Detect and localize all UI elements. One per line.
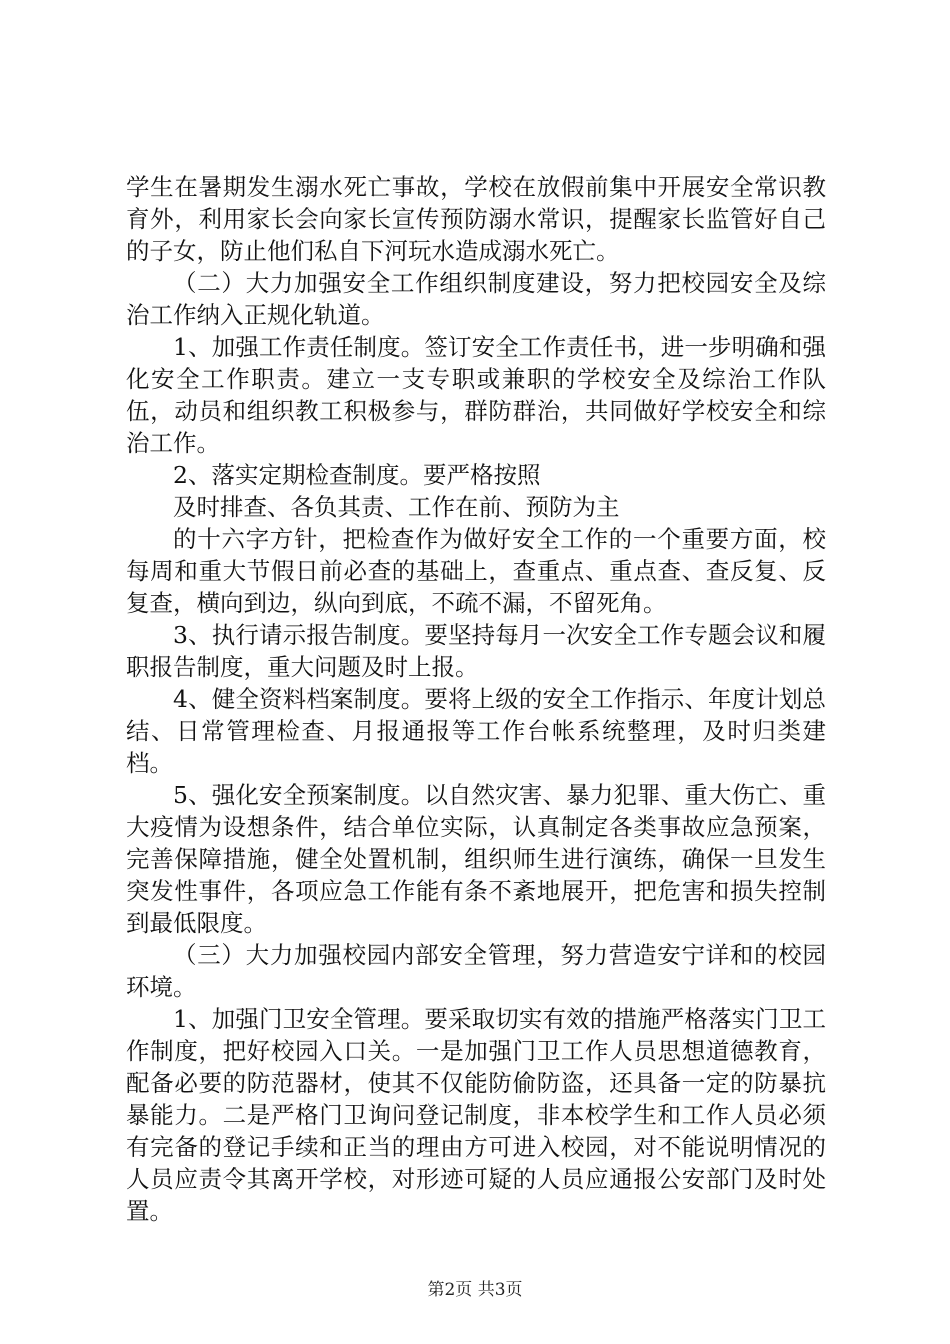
paragraph-inspection-details: 的十六字方针，把检查作为做好安全工作的一个重要方面，校每周和重大节假日前必查的基础上，查重点、重点查、查反复、反复查，横向到边，纵向到底，不疏不漏，不留死角。	[126, 525, 826, 617]
paragraph-inspection-system: 2、落实定期检查制度。要严格按照	[173, 461, 541, 489]
paragraph-emergency-plan: 5、强化安全预案制度。以自然灾害、暴力犯罪、重大伤亡、重大疫情为设想条件，结合单位实际，认真制定各类事故应急预案，完善保障措施，健全处置机制，组织师生进行演练，确保一旦发生突发性事件，各项应急工作能有条不紊地展开，把危害和损失控制到最低限度。	[126, 781, 826, 937]
section-heading-2: （二）大力加强安全工作组织制度建设，努力把校园安全及综治工作纳入正规化轨道。	[126, 269, 826, 329]
paragraph-drowning-prevention: 学生在暑期发生溺水死亡事故，学校在放假前集中开展安全常识教育外，利用家长会向家长宣传预防溺水常识，提醒家长监管好自己的子女，防止他们私自下河玩水造成溺水死亡。	[126, 173, 826, 265]
section-heading-3: （三）大力加强校园内部安全管理，努力营造安宁详和的校园环境。	[126, 941, 826, 1001]
paragraph-inspection-principle: 及时排查、各负其责、工作在前、预防为主	[173, 493, 620, 521]
paragraph-gate-security: 1、加强门卫安全管理。要采取切实有效的措施严格落实门卫工作制度，把好校园入口关。一是加强门卫工作人员思想道德教育，配备必要的防范器材，使其不仅能防偷防盗，还具备一定的防暴抗暴能力。二是严格门卫询问登记制度，非本校学生和工作人员必须有完备的登记手续和正当的理由方可进入校园，对不能说明情况的人员应责令其离开学校，对形迹可疑的人员应通报公安部门及时处置。	[126, 1005, 826, 1225]
paragraph-responsibility-system: 1、加强工作责任制度。签订安全工作责任书，进一步明确和强化安全工作职责。建立一支专职或兼职的学校安全及综治工作队伍，动员和组织教工积极参与，群防群治，共同做好学校安全和综治工作。	[126, 333, 826, 457]
document-body	[126, 171, 826, 1227]
page-footer: 第2页 共3页	[427, 1280, 523, 1300]
paragraph-reporting-system: 3、执行请示报告制度。要坚持每月一次安全工作专题会议和履职报告制度，重大问题及时上报。	[126, 621, 826, 681]
paragraph-archive-system: 4、健全资料档案制度。要将上级的安全工作指示、年度计划总结、日常管理检查、月报通报等工作台帐系统整理，及时归类建档。	[126, 685, 826, 777]
